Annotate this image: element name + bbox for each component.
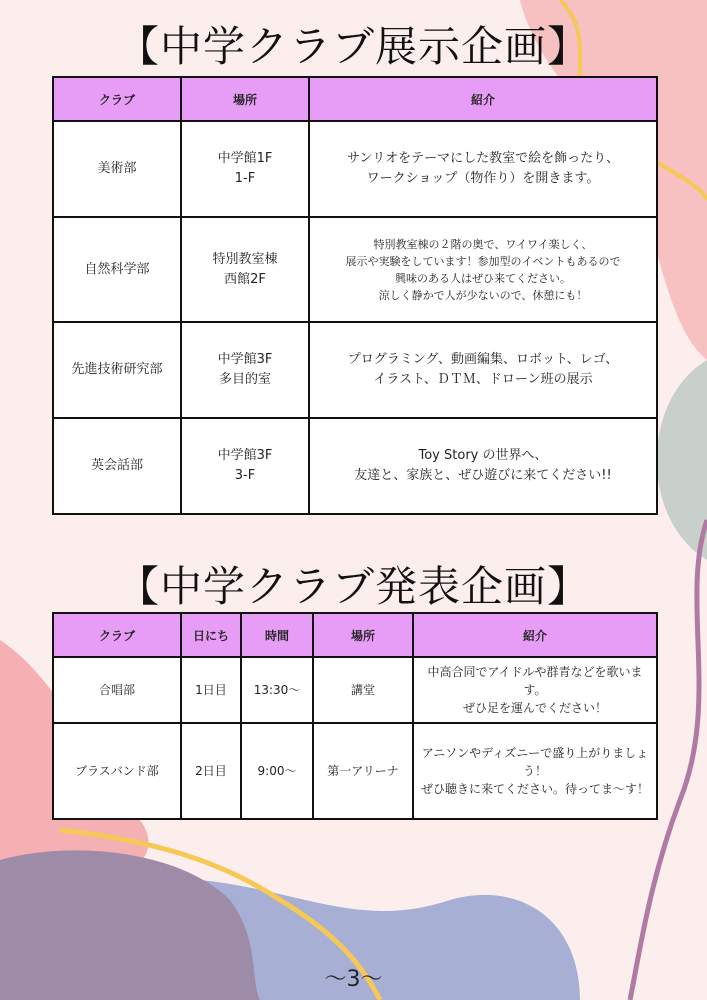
exhibit-title: 【中学クラブ展示企画】	[116, 22, 590, 71]
performance-table	[52, 612, 658, 820]
day-cell: 2日目	[181, 723, 241, 819]
performance-title: 【中学クラブ発表企画】	[116, 562, 590, 611]
table-header-row	[53, 77, 657, 121]
table-row	[53, 657, 657, 723]
exhibit-table	[52, 76, 658, 515]
place-cell: 講堂	[313, 657, 413, 723]
table-row	[53, 217, 657, 322]
place-line: 中学館1F	[217, 151, 273, 166]
club-cell: 美術部	[53, 121, 181, 217]
intro-cell	[413, 657, 657, 723]
intro-line: サンリオをテーマにした教室で絵を飾ったり、	[346, 151, 620, 166]
intro-cell	[413, 723, 657, 819]
place-cell	[181, 418, 309, 514]
intro-cell	[309, 418, 657, 514]
table-header-row	[53, 613, 657, 657]
club-cell: 合唱部	[53, 657, 181, 723]
header-day: 日にち	[181, 613, 241, 657]
intro-line: 友達と、家族と、ぜひ遊びに来てください!!	[354, 468, 612, 483]
intro-line: アニソンやディズニーで盛り上がりましょう！	[421, 746, 649, 778]
header-club: クラブ	[53, 613, 181, 657]
club-cell: 先進技術研究部	[53, 322, 181, 418]
header-place: 場所	[181, 77, 309, 121]
header-club: クラブ	[53, 77, 181, 121]
intro-cell	[309, 217, 657, 322]
header-place: 場所	[313, 613, 413, 657]
place-cell: 第一アリーナ	[313, 723, 413, 819]
header-intro: 紹介	[309, 77, 657, 121]
intro-line: ぜひ足を運んでください！	[462, 701, 607, 715]
intro-cell	[309, 322, 657, 418]
page-number: 〜3〜	[324, 967, 383, 992]
time-cell: 9:00〜	[241, 723, 313, 819]
table-row	[53, 418, 657, 514]
table-row	[53, 723, 657, 819]
intro-line: ワークショップ（物作り）を開きます。	[366, 171, 600, 186]
header-time: 時間	[241, 613, 313, 657]
intro-line: ぜひ聴きに来てください。待ってま〜す！	[420, 782, 649, 796]
club-cell: 英会話部	[53, 418, 181, 514]
intro-line: Toy Story の世界へ、	[418, 448, 548, 463]
intro-line: 涼しく静かで人が少ないので、休憩にも！	[378, 288, 588, 302]
club-cell: ブラスバンド部	[53, 723, 181, 819]
intro-line: 中高合同でアイドルや群青などを歌います。	[427, 665, 643, 697]
place-line: 1-F	[234, 171, 256, 186]
place-cell	[181, 322, 309, 418]
table-row	[53, 121, 657, 217]
time-cell: 13:30〜	[241, 657, 313, 723]
club-cell: 自然科学部	[53, 217, 181, 322]
header-intro: 紹介	[413, 613, 657, 657]
intro-line: 興味のある人はぜひ来てください。	[395, 271, 571, 285]
place-line: 3-F	[234, 468, 256, 483]
place-line: 中学館3F	[217, 448, 273, 463]
intro-line: 特別教室棟の２階の奥で、ワイワイ楽しく、	[373, 237, 593, 251]
table-row	[53, 322, 657, 418]
place-cell	[181, 217, 309, 322]
place-line: 特別教室棟	[212, 251, 278, 267]
day-cell: 1日目	[181, 657, 241, 723]
place-line: 中学館3F	[217, 352, 273, 367]
place-cell	[181, 121, 309, 217]
place-line: 多目的室	[218, 372, 271, 387]
place-line: 西館2F	[224, 271, 266, 287]
intro-line: イラスト、ＤＴＭ、ドローン班の展示	[373, 372, 593, 387]
intro-cell	[309, 121, 657, 217]
intro-line: 展示や実験をしています！参加型のイベントもあるので	[345, 254, 621, 268]
intro-line: プログラミング、動画編集、ロボット、レゴ、	[347, 352, 619, 367]
